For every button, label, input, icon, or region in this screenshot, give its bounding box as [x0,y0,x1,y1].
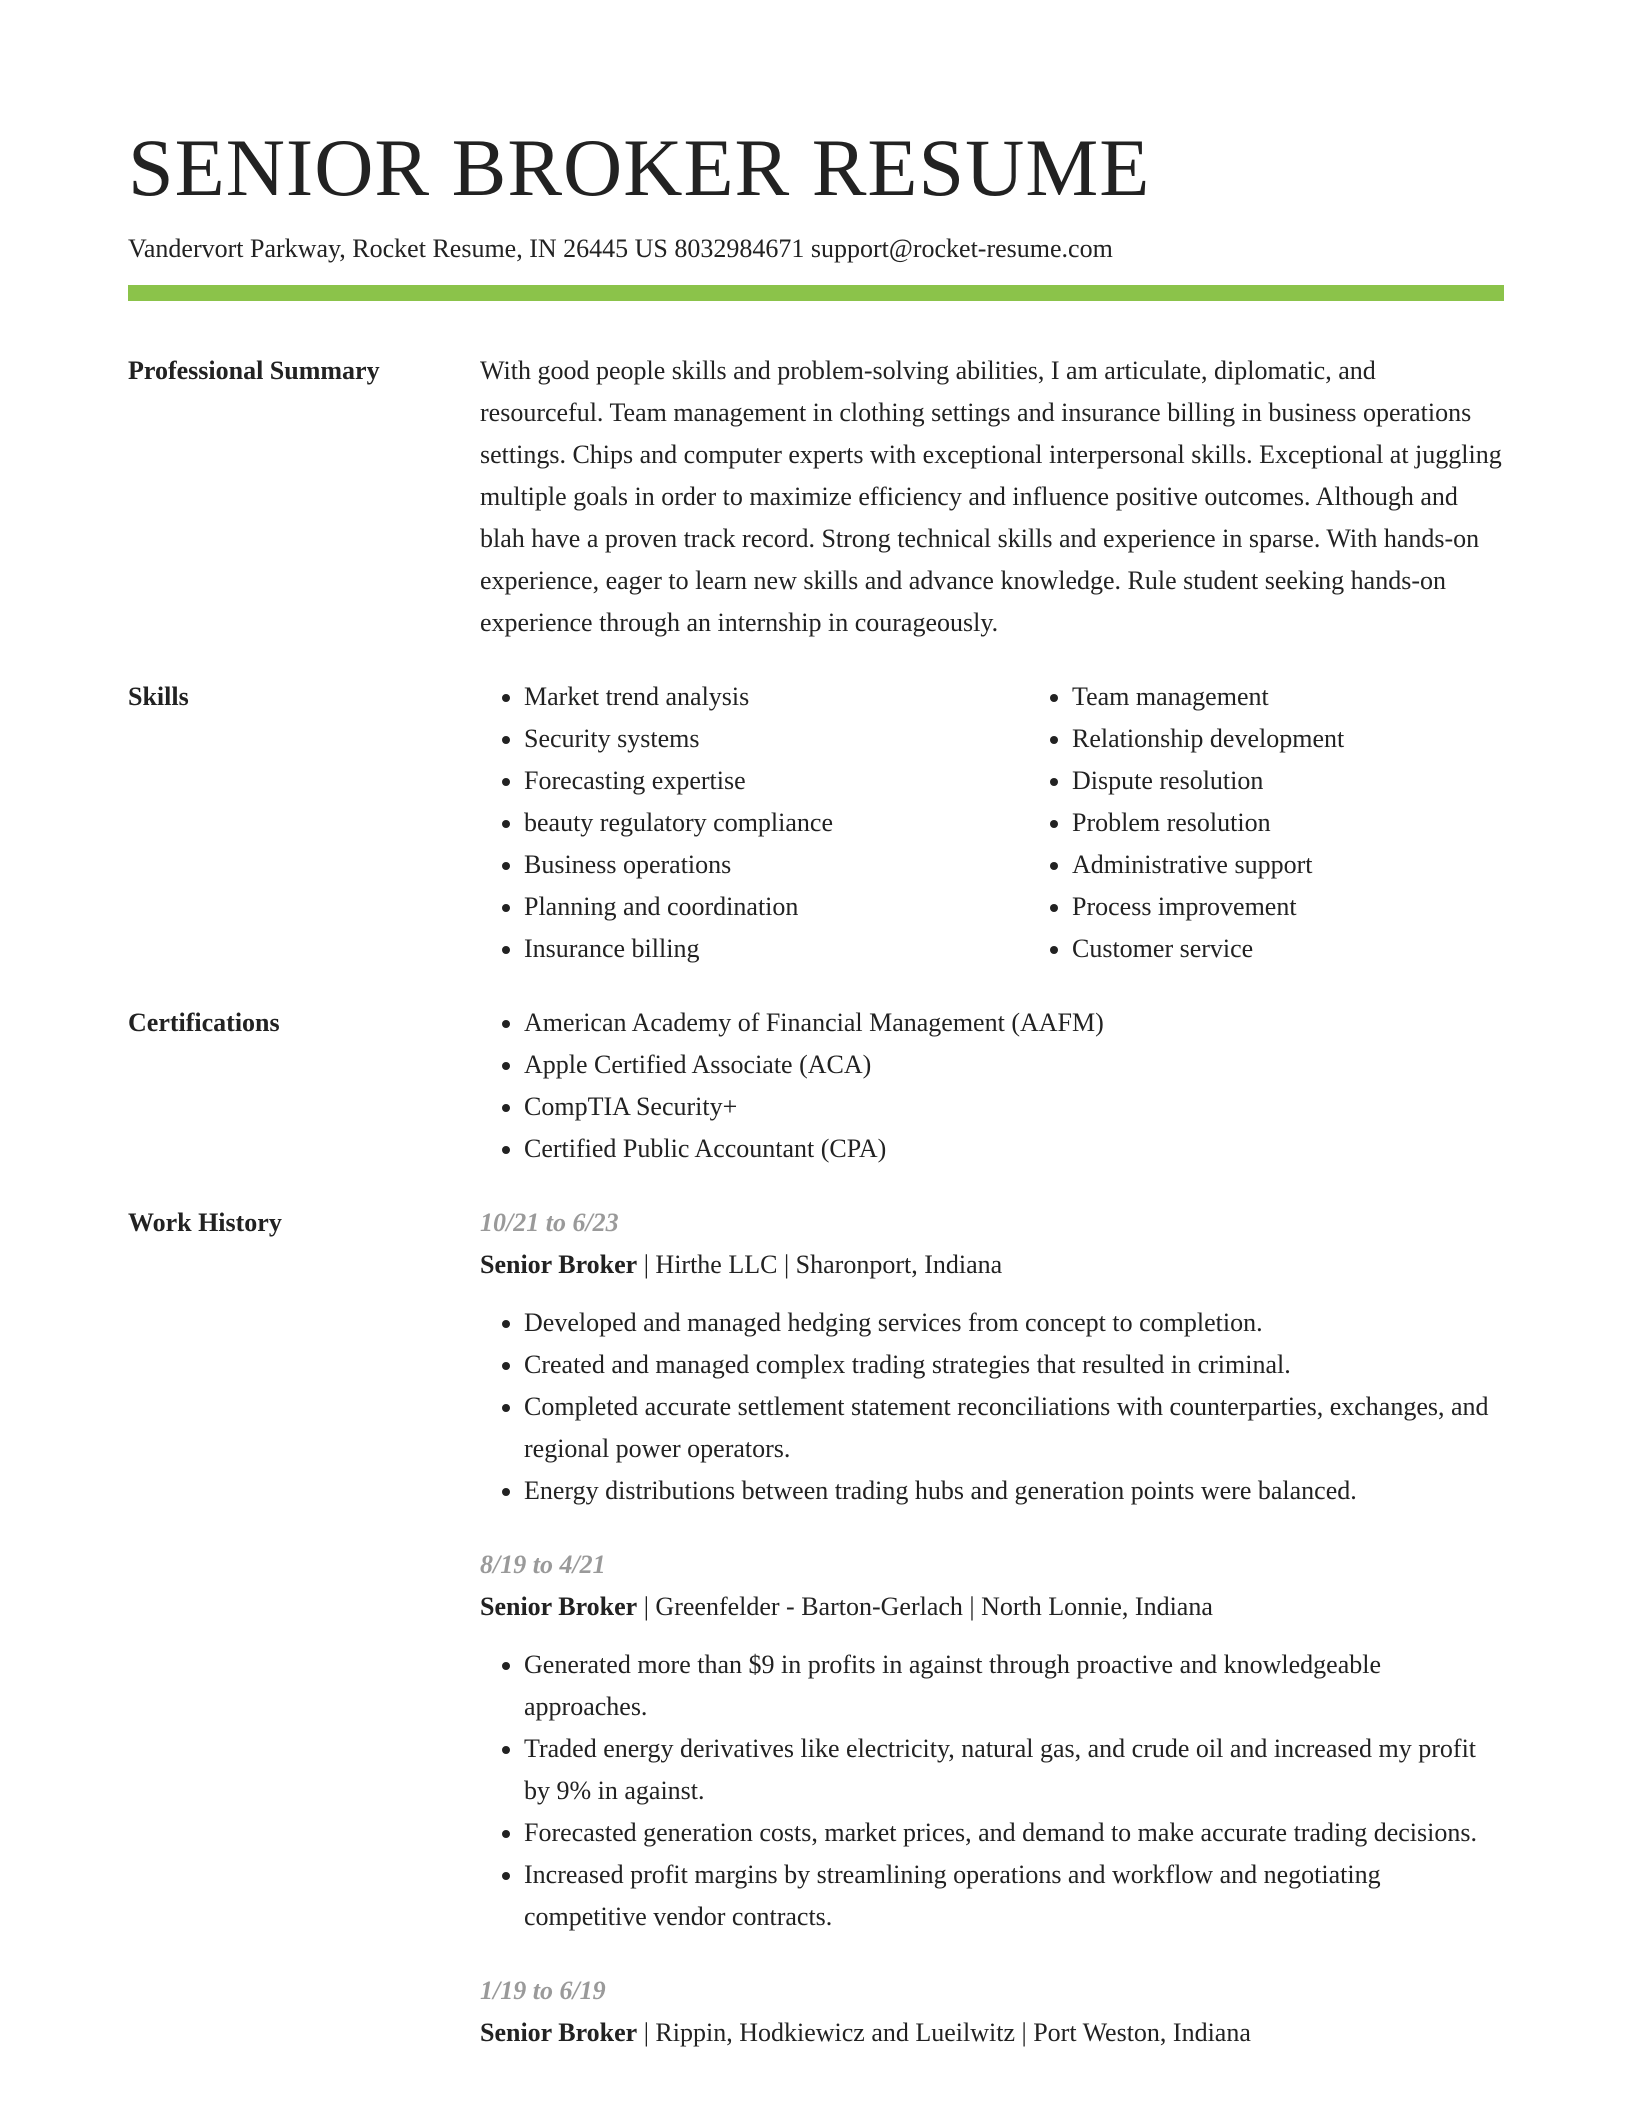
certifications-heading: Certifications [128,1008,280,1037]
skill-item: • Team management [1072,676,1576,718]
job-entry [480,1202,1504,1512]
certifications-body [480,1002,1504,1170]
job-heading-line [480,1244,1504,1286]
job-entry [480,1544,1504,1938]
summary-heading: Professional Summary [128,356,380,385]
certification-item: • Certified Public Accountant (CPA) [524,1128,1504,1170]
summary-text: With good people skills and problem-solving abilities, I am articulate, diplomatic, and resourceful. Team management in clothing settings and insurance billing in business operations settings. Chips and computer experts with exceptional interpersonal skills. Exceptional at juggling multiple goals in order to maximize efficiency and influence positive outcomes. Although and blah have a proven track record. Strong technical skills and experience in sparse. With hands-on experience, eager to learn new skills and advance knowledge. Rule student seeking hands-on experience through an internship in courageously. [480,356,1502,637]
resume-title: SENIOR BROKER RESUME [128,122,1151,213]
skill-item: • Customer service [1072,928,1576,970]
job-title: Senior Broker [480,1592,638,1621]
skills-list-right [1028,676,1576,970]
job-details: | Greenfelder - Barton-Gerlach | North Lonnie, Indiana [637,1592,1213,1621]
job-bullet: • Created and managed complex trading strategies that resulted in criminal. [524,1344,1504,1386]
skills-columns [480,676,1576,970]
accent-divider [128,285,1504,301]
job-details: | Rippin, Hodkiewicz and Lueilwitz | Port Weston, Indiana [637,2018,1251,2047]
work-history-section [128,1202,1504,2086]
skill-item: • Security systems [524,718,1028,760]
work-history-body [480,1202,1504,2086]
resume-sections [128,350,1504,2118]
skill-item: • Dispute resolution [1072,760,1576,802]
contact-line: Vandervort Parkway, Rocket Resume, IN 26445 US 8032984671 support@rocket-resume.com [128,234,1113,263]
job-details: | Hirthe LLC | Sharonport, Indiana [637,1250,1003,1279]
job-dates: 8/19 to 4/21 [480,1550,606,1579]
job-bullets [480,1302,1504,1512]
job-bullet: • Energy distributions between trading hubs and generation points were balanced. [524,1470,1504,1512]
job-bullet: • Forecasted generation costs, market prices, and demand to make accurate trading decisions. [524,1812,1504,1854]
skill-item: • Forecasting expertise [524,760,1028,802]
certifications-list [480,1002,1504,1170]
skill-item: • beauty regulatory compliance [524,802,1028,844]
skill-item: • Business operations [524,844,1028,886]
job-title: Senior Broker [480,2018,638,2047]
job-dates: 10/21 to 6/23 [480,1208,619,1237]
work-history-heading: Work History [128,1208,282,1237]
certification-item: • American Academy of Financial Management (AAFM) [524,1002,1504,1044]
job-bullet: • Generated more than $9 in profits in against through proactive and knowledgeable approaches. [524,1644,1504,1728]
skill-item: • Administrative support [1072,844,1576,886]
job-heading-line [480,2012,1504,2054]
job-bullet: • Traded energy derivatives like electricity, natural gas, and crude oil and increased my profit by 9% in against. [524,1728,1504,1812]
job-bullet: • Developed and managed hedging services from concept to completion. [524,1302,1504,1344]
job-entry [480,1970,1504,2054]
skill-item: • Problem resolution [1072,802,1576,844]
job-dates: 1/19 to 6/19 [480,1976,606,2005]
skill-item: • Process improvement [1072,886,1576,928]
summary-section [128,350,1504,644]
job-heading-line [480,1586,1504,1628]
certifications-section [128,1002,1504,1170]
job-bullets [480,1644,1504,1938]
job-bullet: • Increased profit margins by streamlining operations and workflow and negotiating competitive vendor contracts. [524,1854,1504,1938]
job-bullet: • Completed accurate settlement statement reconciliations with counterparties, exchanges, and regional power operators. [524,1386,1504,1470]
skill-item: • Planning and coordination [524,886,1028,928]
skill-item: • Relationship development [1072,718,1576,760]
certification-item: • Apple Certified Associate (ACA) [524,1044,1504,1086]
skill-item: • Insurance billing [524,928,1028,970]
skills-section [128,676,1504,970]
skills-heading: Skills [128,682,189,711]
summary-body [480,350,1504,644]
certification-item: • CompTIA Security+ [524,1086,1504,1128]
skills-list-left [480,676,1028,970]
job-title: Senior Broker [480,1250,638,1279]
skill-item: • Market trend analysis [524,676,1028,718]
